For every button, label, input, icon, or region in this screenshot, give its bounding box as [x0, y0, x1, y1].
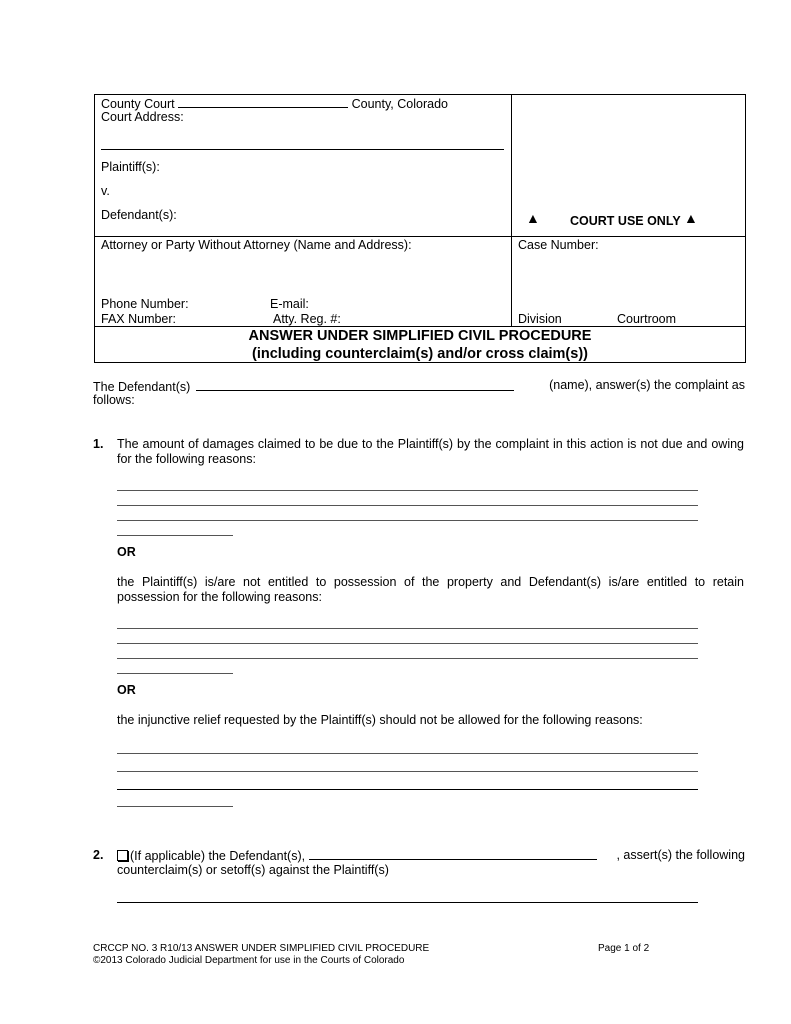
intro-suffix: (name), answer(s) the complaint as	[549, 378, 745, 392]
reason-line[interactable]	[117, 806, 233, 807]
checkbox-icon[interactable]	[117, 850, 128, 861]
reason-line[interactable]	[117, 643, 698, 644]
court-prefix: County Court	[101, 97, 175, 111]
triangle-up-icon: ▲	[684, 210, 698, 226]
item-2-suffix: , assert(s) the following	[616, 848, 745, 862]
reason-line[interactable]	[117, 789, 698, 790]
court-address-label: Court Address:	[101, 110, 184, 124]
defendant-name-field[interactable]	[196, 378, 514, 391]
triangle-up-icon: ▲	[526, 210, 540, 226]
document-title: ANSWER UNDER SIMPLIFIED CIVIL PROCEDURE	[248, 328, 592, 344]
intro-prefix: The Defendant(s)	[93, 380, 191, 394]
fax-label: FAX Number:	[101, 312, 177, 326]
reason-line[interactable]	[117, 520, 698, 521]
courtroom-label: Courtroom	[617, 312, 677, 326]
court-use-only-label: COURT USE ONLY	[570, 214, 681, 228]
intro-line	[93, 378, 745, 394]
possession-text: the Plaintiff(s) is/are not entitled to possession of the property and Defendant(s) is/are entitled to retain possession for the following reasons:	[117, 575, 744, 604]
plaintiffs-label: Plaintiff(s):	[101, 160, 160, 174]
reason-line[interactable]	[117, 673, 233, 674]
or-label: OR	[117, 683, 136, 697]
attorney-label: Attorney or Party Without Attorney (Name and Address):	[101, 238, 412, 252]
caption-column-divider	[511, 94, 512, 326]
page-number: Page 1 of 2	[598, 943, 650, 954]
caption-row-divider	[94, 236, 746, 237]
item-1-number: 1.	[93, 437, 104, 451]
reason-line[interactable]	[117, 628, 698, 629]
case-number-label: Case Number:	[518, 238, 599, 252]
court-line	[101, 95, 448, 111]
or-label: OR	[117, 545, 136, 559]
court-suffix: County, Colorado	[351, 97, 448, 111]
counterclaim-line[interactable]	[117, 902, 698, 903]
defendants-label: Defendant(s):	[101, 208, 177, 222]
item-1-text: The amount of damages claimed to be due to the Plaintiff(s) by the complaint in this action is not due and owing for the following reasons:	[117, 437, 744, 466]
email-label: E-mail:	[270, 297, 309, 311]
reason-line[interactable]	[117, 535, 233, 536]
division-label: Division	[518, 312, 562, 326]
court-address-field[interactable]	[101, 149, 504, 150]
item-2-line	[117, 847, 745, 863]
reason-line[interactable]	[117, 771, 698, 772]
versus-label: v.	[101, 184, 110, 198]
reason-line[interactable]	[117, 753, 698, 754]
copyright-notice: ©2013 Colorado Judicial Department for use in the Courts of Colorado	[93, 955, 405, 966]
county-name-field[interactable]	[178, 95, 348, 108]
injunctive-relief-text: the injunctive relief requested by the Plaintiff(s) should not be allowed for the following reasons:	[117, 713, 643, 727]
caption-title-divider	[94, 326, 746, 327]
reason-line[interactable]	[117, 490, 698, 491]
item-2-prefix: (If applicable) the Defendant(s),	[130, 849, 306, 863]
item-2-continuation: counterclaim(s) or setoff(s) against the Plaintiff(s)	[117, 863, 389, 877]
atty-reg-label: Atty. Reg. #:	[273, 312, 341, 326]
reason-line[interactable]	[117, 505, 698, 506]
phone-label: Phone Number:	[101, 297, 189, 311]
document-subtitle: (including counterclaim(s) and/or cross claim(s))	[252, 346, 588, 362]
counterclaim-defendant-field[interactable]	[309, 847, 597, 860]
intro-continuation: follows:	[93, 393, 135, 407]
reason-line[interactable]	[117, 658, 698, 659]
item-2-number: 2.	[93, 848, 104, 862]
form-identifier: CRCCP NO. 3 R10/13 ANSWER UNDER SIMPLIFIED CIVIL PROCEDURE	[93, 943, 430, 954]
